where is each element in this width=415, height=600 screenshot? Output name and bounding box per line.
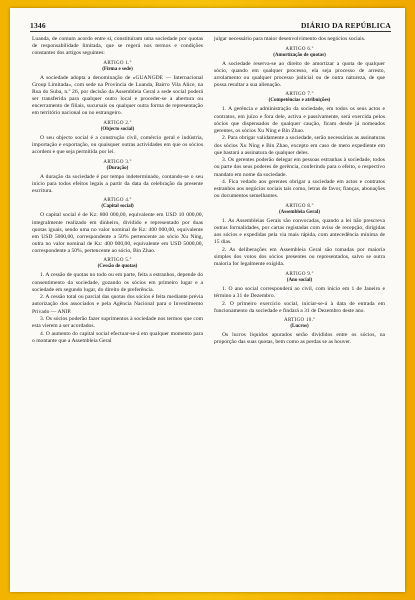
paragraph: 2. A cessão total ou parcial das quotas dos sócios é feita mediante prévia autorização dos associados e pela Agência Nacional para o Investimento Privado — ANIP. <box>32 294 203 315</box>
article-number: ARTIGO 4.º <box>103 198 132 204</box>
article-heading <box>32 61 203 73</box>
article-heading <box>214 204 385 216</box>
article-heading <box>32 121 203 133</box>
right-column <box>214 36 385 347</box>
article-heading <box>214 92 385 104</box>
article-title: (Cessão de quotas) <box>97 264 138 270</box>
paragraph: 2. As deliberações em Assembleia Geral são tomadas por maioria simples dos votos dos sócios presentes ou representados, salvo se outra maioria for legalmente exigida. <box>214 246 385 268</box>
article-number: ARTIGO 10.º <box>284 318 315 324</box>
article-title: (Capital social) <box>101 204 134 210</box>
paragraph: julgar necessário para maior desenvolvimento dos negócios sociais. <box>214 36 366 42</box>
paragraph: 2. O primeiro exercício social, iniciar-se-á à data de entrada em funcionamento da sociedade e findará a 31 de Dezembro deste ano. <box>214 300 385 314</box>
article-heading <box>32 198 203 210</box>
article-number: ARTIGO 5.º <box>103 258 132 264</box>
article-heading <box>214 318 385 330</box>
article-number: ARTIGO 7.º <box>285 92 314 98</box>
paragraph: Luanda, de comum acordo entre si, constituíram uma sociedade por quotas de responsabilidade limitada, que se regerá nos termos e condições constantes dos artigos seguintes: <box>32 36 203 57</box>
paragraph: O capital social é de Kz: 800 000,00, equivalente em USD 10 000,00, integralmente realizado em dinheiro, dividido e representado por duas quotas iguais, sendo uma no valor nominal de Kz: 400 000,00, equivalente em USD 5000,00, correspondente a 50% pertencente ao sócio Xu Ning, outra no valor nominal de Kz: 400 000,00, equivalente em USD 5000,00, correspondente a 50%, pertencente ao sócio, Bin Zhao. <box>32 212 203 254</box>
paragraph: 1. A gerência e administração da sociedade, em todos os seus actos e contratos, em juízo e fora dele, activa e passivamente, será exercida pelos sócios que dispensados de qualquer caução, ficam desde já nomeados gerentes, os sócios Xu Ning e Bin Zhao. <box>214 106 385 134</box>
paragraph: 2. Para obrigar validamente a sociedade, serão necessárias as assinaturas dos sócios Xu Ning e Bin Zhao, excepto em caso de mero expediente em que bastará a assinatura de qualquer deles. <box>214 135 385 156</box>
article-number: ARTIGO 8.º <box>285 203 314 209</box>
article-heading <box>32 258 203 270</box>
header-rule <box>30 31 391 32</box>
article-title: (Amortização de quotas) <box>273 52 326 58</box>
article-heading <box>214 272 385 284</box>
article-number: ARTIGO 1.º <box>103 60 132 66</box>
paragraph: A sociedade adopta a denominação de «GUANGDE — Internacional Group Limitada», com sede na Província de Luanda, Bairro Vila Alice, na Rua do Suba, n.º 26, por decisão da Assembleia Geral a sede social poderá ser transferida para qualquer outro local e proceder-se a abertura ou encerramento de filiais, sucursais ou qualquer outra forma de representação em território nacional ou no estrangeiro. <box>32 74 203 117</box>
paragraph: 3. Os sócios poderão fazer suprimentos à sociedade nos termos que com esta vierem a ser acordados. <box>32 316 203 330</box>
article-title: (Lucros) <box>290 324 309 330</box>
paragraph: 1. O ano social corresponderá ao civil, com início em 1 de Janeiro e término a 31 de Dezembro. <box>214 285 385 299</box>
article-title: (Firma e sede) <box>102 66 133 72</box>
paragraph: A duração da sociedade é por tempo indeterminado, contando-se o seu início para todos efeitos legais a partir da data da celebração da presente escritura. <box>32 173 203 194</box>
article-title: (Ano social) <box>286 277 313 283</box>
paragraph: 1. As Assembleias Gerais são convocadas, quando a lei não prescreva outras formalidades, por cartas registadas com aviso de recepção, dirigidas aos sócios e expedidas pela via mais rápida, com antecedência mínima de 15 dias. <box>214 217 385 246</box>
publication-title: DIÁRIO DA REPÚBLICA <box>300 21 391 30</box>
article-number: ARTIGO 3.º <box>103 159 132 165</box>
article-number: ARTIGO 2.º <box>103 120 132 126</box>
article-title: (Assembleia Geral) <box>279 209 320 215</box>
article-title: (Competências e atribuições) <box>268 98 331 104</box>
article-title: (Duração) <box>106 165 129 171</box>
paragraph: 4. O aumento do capital social efectuar-se-á em qualquer momento para o montante que a Assembleia Geral <box>32 331 203 345</box>
paragraph: O seu objecto social é a construção civil, comércio geral e indústria, importação e exportação, ou quaisquer outras actividades em que os sócios acordem e que seja permitida por lei. <box>32 134 203 156</box>
document-page <box>10 8 405 592</box>
article-number: ARTIGO 6.º <box>285 46 314 52</box>
paragraph: 1. A cessão de quotas no todo ou em parte, feita a estranhos, depende do consentimento da sociedade, gozando os sócios em primeiro lugar e a sociedade em segundo lugar, do direito de preferência. <box>32 272 203 293</box>
article-heading <box>214 47 385 59</box>
article-title: (Objecto social) <box>100 126 135 132</box>
article-number: ARTIGO 9.º <box>285 271 314 277</box>
paragraph: Os lucros líquidos apurados serão divididos entre os sócios, na proporção das suas quotas, bem como as perdas se as houver. <box>214 332 385 346</box>
left-column <box>32 36 203 346</box>
page-number: 1346 <box>30 21 46 30</box>
article-heading <box>32 160 203 172</box>
page-header <box>30 16 391 30</box>
paragraph: 4. Fica vedado aos gerentes obrigar a sociedade em actos e contratos estranhos aos negócios sociais tais como, letras de favor, fianças, abonações ou documentos semelhantes. <box>214 179 385 200</box>
paragraph: A sociedade reserva-se ao direito de amortizar a quota de qualquer sócio, quando em qualquer processo, ela seja processo de arresto, arrolamento ou qualquer processo judicial ou de outra natureza, de que possa resultar a sua alienação. <box>214 60 385 88</box>
paragraph: 3. Os gerentes poderão delegar em pessoas estranhas à sociedade, todos ou parte dos seus poderes de gerência, conferindo para o efeito, o respectivo mandato em nome da sociedade. <box>214 157 385 178</box>
